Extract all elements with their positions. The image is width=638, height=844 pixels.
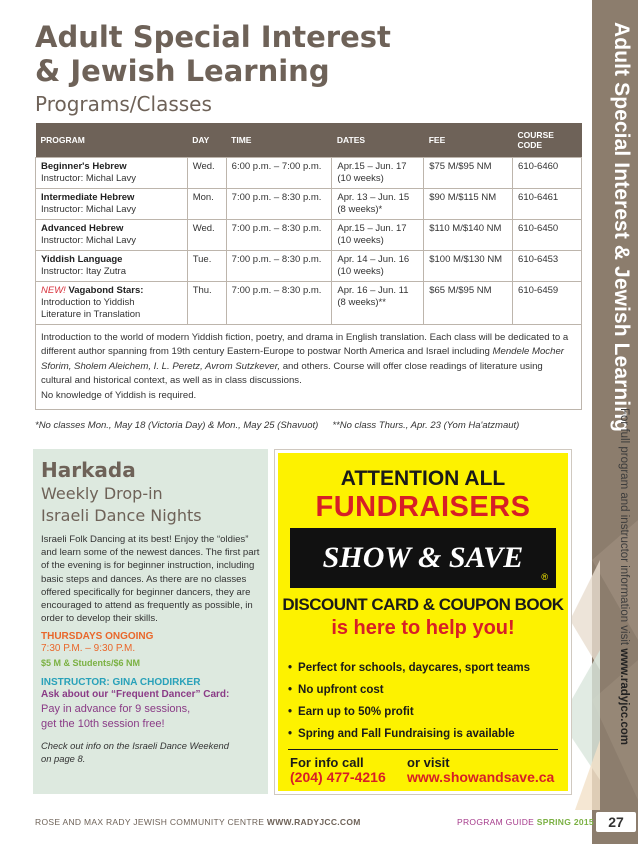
time-cell: 7:00 p.m. – 8:30 p.m. [226, 281, 332, 324]
harkada-pay-2: get the 10th session free! [41, 718, 165, 731]
code-cell: 610-6450 [513, 219, 582, 250]
list-item: • Spring and Fall Fundraising is available [288, 723, 564, 745]
dates-note: (10 weeks) [337, 265, 384, 277]
program-instructor: Instructor: Michal Lavy [41, 234, 137, 246]
time-cell: 6:00 p.m. – 7:00 p.m. [226, 157, 332, 188]
harkada-box [33, 449, 268, 794]
dates-note: (8 weeks)** [337, 296, 386, 308]
footer-org: ROSE AND MAX RADY JEWISH COMMUNITY CENTRE [35, 817, 267, 827]
program-instructor: Instructor: Michal Lavy [41, 203, 137, 215]
ad-discount-card: DISCOUNT CARD & COUPON BOOK [282, 595, 564, 614]
program-cell [36, 281, 188, 324]
table-row [36, 188, 582, 219]
harkada-instructor: INSTRUCTOR: GINA CHODIRKER [41, 677, 201, 689]
call-label: For info call [290, 755, 364, 770]
harkada-pay-1: Pay in advance for 9 sessions, [41, 703, 191, 716]
col-course-code: COURSE CODE [513, 123, 582, 157]
description-row [36, 324, 582, 410]
ad-help: is here to help you! [331, 617, 515, 639]
table-row [36, 250, 582, 281]
day-cell: Thu. [187, 281, 226, 324]
code-cell: 610-6459 [513, 281, 582, 324]
program-title: Intermediate Hebrew [41, 191, 135, 203]
program-cell [36, 219, 188, 250]
list-item: • Perfect for schools, daycares, sport teams [288, 657, 564, 679]
ad-background [278, 453, 568, 791]
sidebar-title: Adult Special Interest & Jewish Learning [610, 22, 633, 433]
harkada-check-2: on page 8. [41, 753, 86, 765]
website-link[interactable]: www.showandsave.ca [407, 769, 555, 785]
ad-fundraisers: FUNDRAISERS [315, 491, 531, 523]
note-1: *No classes Mon., May 18 (Victoria Day) & Mon., May 25 (Shavuot) [35, 420, 319, 431]
day-cell: Wed. [187, 157, 226, 188]
harkada-subtitle-2: Israeli Dance Nights [41, 506, 202, 525]
code-cell: 610-6461 [513, 188, 582, 219]
day-cell: Mon. [187, 188, 226, 219]
program-title: Beginner's Hebrew [41, 160, 127, 172]
page-number: 27 [596, 812, 636, 832]
ad-bullets [288, 657, 564, 745]
harkada-time: 7:30 P.M. – 9:30 P.M. [41, 643, 136, 655]
sidebar-info-url[interactable]: www.radyjcc.com [618, 648, 630, 746]
day-cell: Wed. [187, 219, 226, 250]
ad-divider [288, 749, 558, 750]
visit-label: or visit [407, 755, 450, 770]
list-item: • No upfront cost [288, 679, 564, 701]
program-title: Vagabond Stars: [68, 284, 144, 296]
col-dates: DATES [332, 123, 424, 157]
code-cell: 610-6453 [513, 250, 582, 281]
description-part3: No knowledge of Yiddish is required. [41, 389, 197, 401]
dates-note: (10 weeks) [337, 172, 384, 184]
fee-cell: $100 M/$130 NM [424, 250, 513, 281]
description-authors: Mendele Mocher Sforim, Sholem Aleichem, I. L. Peretz, Avrom Sutzkever, [41, 346, 564, 372]
ad-visit [407, 755, 554, 785]
registered-mark: ® [541, 572, 548, 582]
time-cell: 7:00 p.m. – 8:30 p.m. [226, 188, 332, 219]
page-subtitle: Programs/Classes [35, 92, 212, 116]
phone-number[interactable]: (204) 477-4216 [290, 769, 386, 785]
harkada-check-1: Check out info on the Israeli Dance Weekend [41, 740, 229, 752]
page-title: Adult Special Interest & Jewish Learning [35, 20, 391, 88]
table-row [36, 157, 582, 188]
harkada-ask: Ask about our “Frequent Dancer” Card: [41, 689, 230, 701]
time-cell: 7:00 p.m. – 8:30 p.m. [226, 219, 332, 250]
dates-note: (8 weeks)* [337, 203, 383, 215]
table-header-row [36, 123, 582, 157]
program-instructor: Instructor: Michal Lavy [41, 172, 137, 184]
description-part2: and others. Course will offer close readings of literature using cultural and historical context, as well as in class discussions. [41, 360, 543, 386]
dates-range: Apr.15 – Jun. 17 [337, 160, 407, 172]
footer-right [457, 817, 594, 827]
col-program: PROGRAM [36, 123, 188, 157]
table-row [36, 219, 582, 250]
footer-left [35, 817, 361, 827]
dates-range: Apr.15 – Jun. 17 [337, 222, 407, 234]
harkada-price: $5 M & Students/$6 NM [41, 658, 141, 669]
dates-range: Apr. 13 – Jun. 15 [337, 191, 410, 203]
harkada-body: Israeli Folk Dancing at its best! Enjoy the “oldies” and learn some of the newest dances. The first part of the evening is for beginner instruction, including basic steps and dances. As there are no classes offered specifically for beginner dancers, they are encouraged to attend as frequently as possible, in order to develop their skills. [41, 534, 260, 625]
course-description [36, 324, 582, 410]
program-line3: Literature in Translation [41, 308, 141, 320]
ad-call [290, 755, 386, 785]
dates-range: Apr. 16 – Jun. 11 [337, 284, 409, 296]
program-title: Advanced Hebrew [41, 222, 124, 234]
fee-cell: $75 M/$95 NM [424, 157, 513, 188]
dates-cell [332, 157, 424, 188]
code-cell: 610-6460 [513, 157, 582, 188]
dates-range: Apr. 14 – Jun. 16 [337, 253, 410, 265]
dates-note: (10 weeks) [337, 234, 384, 246]
fee-cell: $65 M/$95 NM [424, 281, 513, 324]
col-time: TIME [226, 123, 332, 157]
table-row [36, 281, 582, 324]
list-item: • Earn up to 50% profit [288, 701, 564, 723]
harkada-title: Harkada [41, 458, 136, 482]
schedule-notes [35, 420, 595, 431]
program-cell [36, 250, 188, 281]
program-title: Yiddish Language [41, 253, 123, 265]
footer-url[interactable]: WWW.RADYJCC.COM [266, 817, 361, 827]
time-cell: 7:00 p.m. – 8:30 p.m. [226, 250, 332, 281]
fundraiser-ad [274, 449, 572, 795]
col-day: DAY [187, 123, 226, 157]
sidebar-info [602, 408, 630, 798]
program-line2: Introduction to Yiddish [41, 296, 135, 308]
program-cell [36, 157, 188, 188]
logo-text: SHOW & SAVE [322, 541, 524, 574]
dates-cell [332, 188, 424, 219]
new-tag: NEW! [41, 284, 66, 296]
fee-cell: $90 M/$115 NM [424, 188, 513, 219]
footer-guide: PROGRAM GUIDE [457, 817, 537, 827]
programs-table [35, 123, 582, 410]
dates-cell [332, 219, 424, 250]
footer-season: SPRING 2015 [536, 817, 594, 827]
note-2: **No class Thurs., Apr. 23 (Yom Ha'atzmaut) [332, 420, 520, 431]
harkada-subtitle-1: Weekly Drop-in [41, 484, 163, 503]
day-cell: Tue. [187, 250, 226, 281]
ad-attention: ATTENTION ALL [340, 467, 506, 490]
fee-cell: $110 M/$140 NM [424, 219, 513, 250]
dates-cell [332, 281, 424, 324]
description-part1: Introduction to the world of modern Yiddish fiction, poetry, and drama in English translation. Each class will be dedicated to a different author spanning from 19th century Eastern-Europe to postwar North America and Israel including [41, 331, 569, 357]
harkada-days: THURSDAYS ONGOING [41, 631, 154, 643]
program-instructor: Instructor: Itay Zutra [41, 265, 126, 277]
show-and-save-logo [290, 528, 556, 588]
col-fee: FEE [424, 123, 513, 157]
program-cell [36, 188, 188, 219]
sidebar-info-text: For full program and instructor information visit [618, 408, 630, 649]
dates-cell [332, 250, 424, 281]
